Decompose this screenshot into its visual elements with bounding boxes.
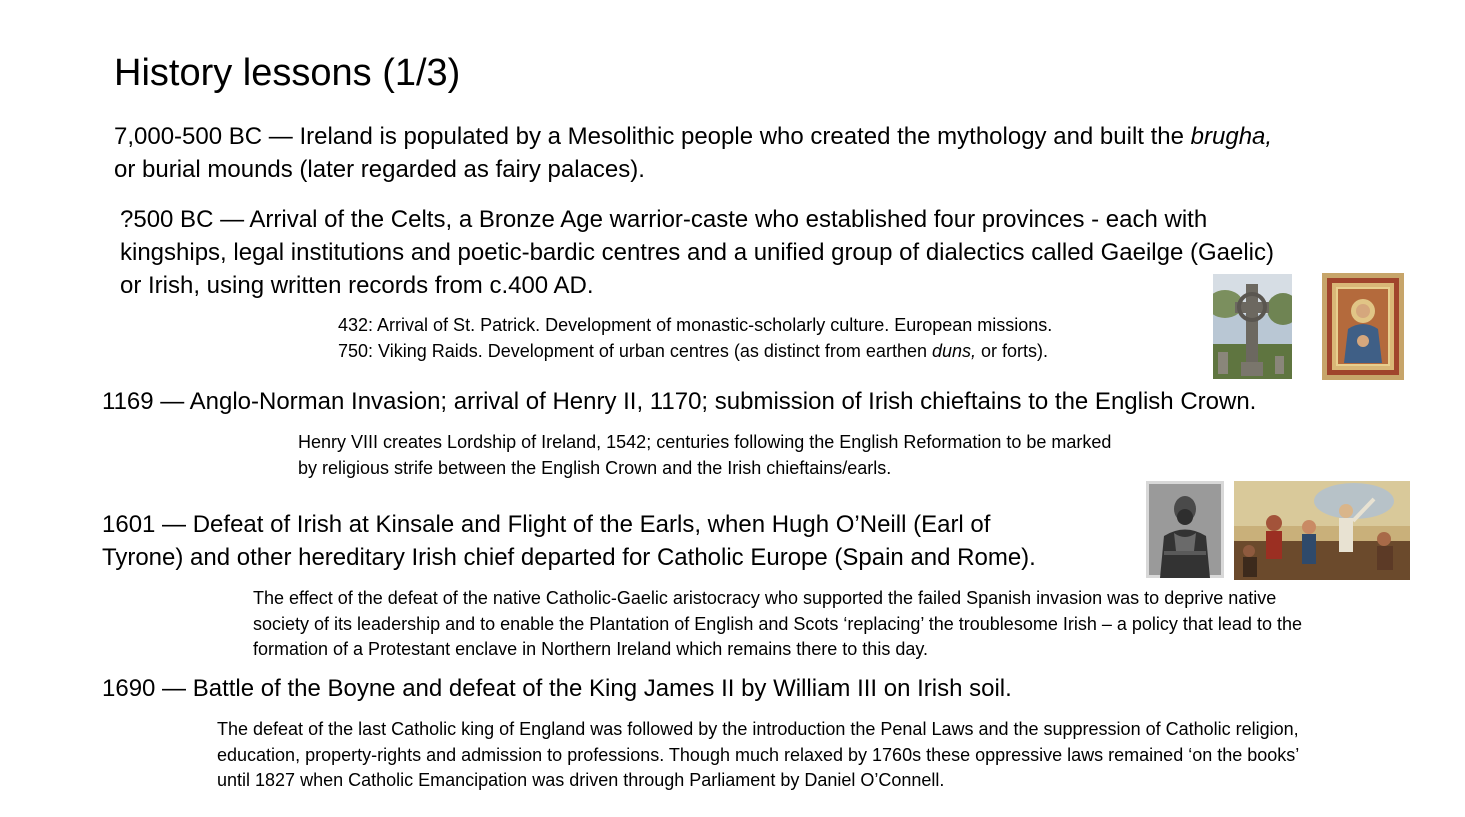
entry-kinsale-line-1: 1601 — Defeat of Irish at Kinsale and Flight of the Earls, when Hugh O’Neill (Earl of [102,511,991,538]
manuscript-image [1322,273,1404,380]
entry-mesolithic-line-1: 7,000-500 BC — Ireland is populated by a Mesolithic people who created the mythology and built the brugha, [114,123,1273,150]
entry-kinsale-line-2: Tyrone) and other hereditary Irish chief departed for Catholic Europe (Spain and Rome). [102,544,1036,571]
note-penal-laws-line-1: The defeat of the last Catholic king of England was followed by the introduction the Penal Laws and the suppression of Catholic religion, [217,719,1299,739]
entry-kinsale [102,508,1036,574]
entry-mesolithic [114,120,1272,186]
note-plantation-line-2: society of its leadership and to enable the Plantation of English and Scots ‘replacing’ the troublesome Irish – a policy that lead to the [253,613,1302,634]
note-henry-viii-line-2: by religious strife between the English Crown and the Irish chieftains/earls. [298,457,892,478]
flight-of-earls-painting-image [1234,481,1410,580]
note-penal-laws-line-2: education, property-rights and admission to professions. Though much relaxed by 1760s these oppressive laws remained ‘on the books’ [217,744,1300,765]
entry-celts [120,203,1274,302]
note-plantation-line-1: The effect of the defeat of the native Catholic-Gaelic aristocracy who supported the failed Spanish invasion was to deprive native [253,588,1277,608]
note-henry-viii [298,430,1111,481]
entry-celts-line-2: kingships, legal institutions and poetic-bardic centres and a unified group of dialectics called Gaeilge (Gaelic) [120,239,1274,266]
note-vikings-line: 750: Viking Raids. Development of urban centres (as distinct from earthen duns, or forts). [338,340,1049,361]
entry-boyne: 1690 — Battle of the Boyne and defeat of the King James II by William III on Irish soil. [102,675,1012,702]
slide-title: History lessons (1/3) [114,52,461,94]
note-henry-viii-line-1: Henry VIII creates Lordship of Ireland, 1542; centuries following the English Reformation to be marked [298,432,1112,452]
entry-mesolithic-line-2: or burial mounds (later regarded as fairy palaces). [114,156,645,183]
note-plantation-line-3: formation of a Protestant enclave in Northern Ireland which remains there to this day. [253,639,929,659]
high-cross-image [1213,274,1292,379]
hugh-oneill-portrait-image [1146,481,1224,578]
entry-anglo-norman: 1169 — Anglo-Norman Invasion; arrival of Henry II, 1170; submission of Irish chieftains to the English Crown. [102,388,1257,415]
note-penal-laws [217,717,1299,794]
entry-celts-line-1: ?500 BC — Arrival of the Celts, a Bronze Age warrior-caste who established four provinces - each with [120,206,1208,233]
note-patrick-vikings [338,313,1052,364]
entry-celts-line-3: or Irish, using written records from c.400 AD. [120,272,594,299]
note-penal-laws-line-3: until 1827 when Catholic Emancipation was driven through Parliament by Daniel O’Connell. [217,770,945,790]
note-plantation [253,586,1302,663]
note-patrick-line: 432: Arrival of St. Patrick. Development of monastic-scholarly culture. European missions. [338,315,1053,335]
